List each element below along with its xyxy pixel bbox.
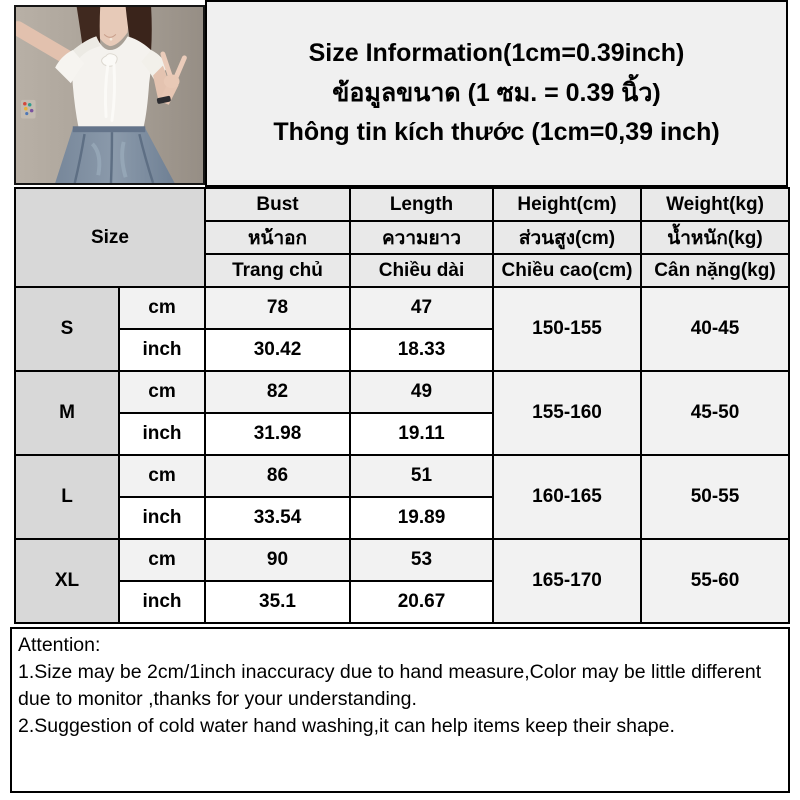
col-header-height-th: ส่วนสูง(cm) — [493, 221, 641, 254]
col-header-bust-th: หน้าอก — [205, 221, 350, 254]
cell-m-bust-cm: 82 — [205, 371, 350, 413]
cell-m-height: 155-160 — [493, 371, 641, 455]
cell-l-height: 160-165 — [493, 455, 641, 539]
unit-label-cm-m: cm — [119, 371, 205, 413]
cell-s-weight: 40-45 — [641, 287, 789, 371]
cell-m-length-inch: 19.11 — [350, 413, 493, 455]
size-label-l: L — [15, 455, 119, 539]
cell-l-bust-inch: 33.54 — [205, 497, 350, 539]
col-header-length-en: Length — [350, 188, 493, 221]
attention-heading: Attention: — [18, 634, 101, 656]
attention-note-1: 1.Size may be 2cm/1inch inaccuracy due to hand measure,Color may be little different due to monitor ,thanks for your understanding. — [18, 661, 762, 710]
unit-label-inch-m: inch — [119, 413, 205, 455]
cell-s-bust-cm: 78 — [205, 287, 350, 329]
col-header-height-en: Height(cm) — [493, 188, 641, 221]
attention-note-2: 2.Suggestion of cold water hand washing,it can help items keep their shape. — [18, 715, 675, 737]
title-line-thai: ข้อมูลขนาด (1 ซม. = 0.39 นิ้ว) — [332, 78, 661, 107]
cell-s-height: 150-155 — [493, 287, 641, 371]
size-chart-table — [14, 187, 790, 624]
product-photo — [14, 5, 205, 185]
col-header-length-th: ความยาว — [350, 221, 493, 254]
col-header-weight-vi: Cân nặng(kg) — [641, 254, 789, 287]
col-header-weight-th: น้ำหนัก(kg) — [641, 221, 789, 254]
cell-m-weight: 45-50 — [641, 371, 789, 455]
size-info-title-box — [205, 0, 788, 187]
col-header-bust-vi: Trang chủ — [205, 254, 350, 287]
col-header-height-vi: Chiều cao(cm) — [493, 254, 641, 287]
title-line-vietnamese: Thông tin kích thước (1cm=0,39 inch) — [273, 118, 720, 147]
title-line-english: Size Information(1cm=0.39inch) — [308, 39, 685, 68]
cell-s-bust-inch: 30.42 — [205, 329, 350, 371]
size-label-m: M — [15, 371, 119, 455]
unit-label-inch-xl: inch — [119, 581, 205, 623]
col-header-bust-en: Bust — [205, 188, 350, 221]
col-header-weight-en: Weight(kg) — [641, 188, 789, 221]
cell-s-length-inch: 18.33 — [350, 329, 493, 371]
cell-xl-length-cm: 53 — [350, 539, 493, 581]
cell-l-weight: 50-55 — [641, 455, 789, 539]
cell-l-length-cm: 51 — [350, 455, 493, 497]
cell-l-length-inch: 19.89 — [350, 497, 493, 539]
cell-m-length-cm: 49 — [350, 371, 493, 413]
unit-label-cm-l: cm — [119, 455, 205, 497]
product-photo-illustration — [16, 7, 203, 183]
cell-xl-bust-cm: 90 — [205, 539, 350, 581]
col-header-length-vi: Chiều dài — [350, 254, 493, 287]
cell-m-bust-inch: 31.98 — [205, 413, 350, 455]
cell-xl-height: 165-170 — [493, 539, 641, 623]
cell-s-length-cm: 47 — [350, 287, 493, 329]
cell-l-bust-cm: 86 — [205, 455, 350, 497]
unit-label-cm-s: cm — [119, 287, 205, 329]
unit-label-inch-l: inch — [119, 497, 205, 539]
unit-label-inch-s: inch — [119, 329, 205, 371]
attention-notes-box — [10, 627, 790, 793]
size-label-xl: XL — [15, 539, 119, 623]
cell-xl-length-inch: 20.67 — [350, 581, 493, 623]
size-label-s: S — [15, 287, 119, 371]
wall-sticker — [21, 100, 36, 119]
unit-label-cm-xl: cm — [119, 539, 205, 581]
table-corner-size-label: Size — [15, 188, 205, 287]
cell-xl-bust-inch: 35.1 — [205, 581, 350, 623]
cell-xl-weight: 55-60 — [641, 539, 789, 623]
